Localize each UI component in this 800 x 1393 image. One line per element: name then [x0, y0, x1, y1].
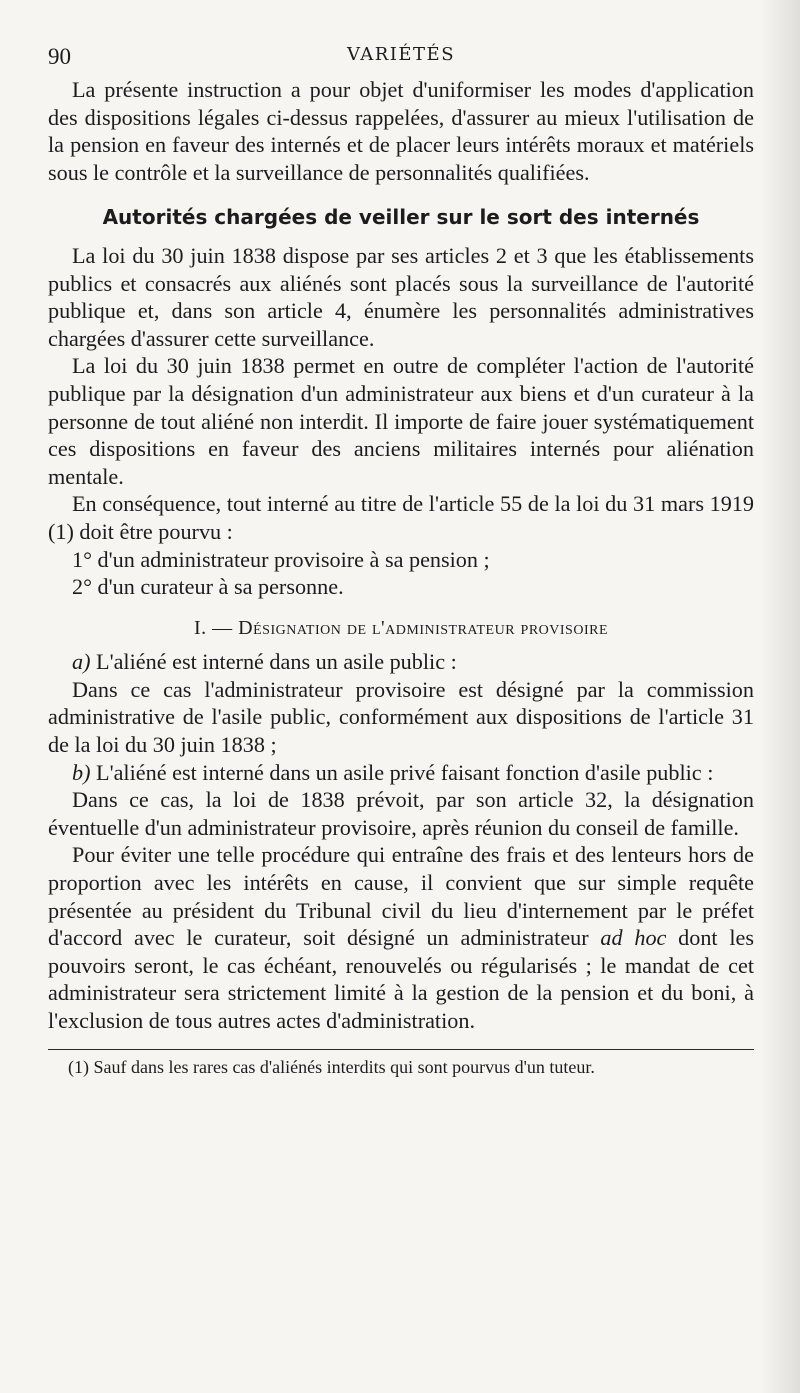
- section-heading: Autorités chargées de veiller sur le sort des internés: [102, 205, 700, 230]
- subsection-title: Désignation de l'administrateur provisoire: [238, 616, 608, 639]
- footnote-divider: [48, 1049, 754, 1050]
- enum-item-1: 1° d'un administrateur provisoire à sa pension ;: [72, 546, 490, 572]
- final-paragraph-start: Pour éviter une telle procédure qui entraîne des frais et des lenteurs hors de proportion avec les intérêts en cause, il convient que sur simple requête présentée au président du Tribunal civil du lieu d'internement par le préfet d'accord avec le curateur, soit désigné un administrateur: [48, 842, 754, 951]
- page-number: 90: [48, 44, 71, 69]
- subsection-heading: [48, 615, 754, 643]
- paragraph-1: La loi du 30 juin 1838 dispose par ses articles 2 et 3 que les établissements publics et consacrés aux aliénés sont placés sous la surveillance de l'autorité publique et, dans son article 4, énumère les personnalités administratives chargées d'assurer cette surveillance.: [48, 242, 754, 351]
- page-header: [48, 36, 754, 76]
- case-b-heading: [48, 759, 754, 787]
- case-b-paragraph: Dans ce cas, la loi de 1838 prévoit, par son article 32, la désignation éventuelle d'un administrateur provisoire, après réunion du conseil de famille.: [48, 787, 754, 840]
- paragraph-3: En conséquence, tout interné au titre de l'article 55 de la loi du 31 mars 1919 (1) doit être pourvu :: [48, 491, 754, 544]
- document-body: [48, 76, 754, 1035]
- running-head: VARIÉTÉS: [346, 44, 456, 65]
- subsection-prefix: I. —: [194, 616, 239, 639]
- final-paragraph-end: dont les pouvoirs seront, le cas échéant, renouvelés ou régularisés ; le mandat de cet administrateur sera strictement limité à la gestion de la pension et du boni, à l'exclusion de tous autres actes d'administration.: [48, 925, 754, 1033]
- paragraph-2: La loi du 30 juin 1838 permet en outre de compléter l'action de l'autorité publique par la désignation d'un administrateur aux biens et d'un curateur à la personne de tout aliéné non interdit. Il importe de faire jouer systématiquement ces dispositions en faveur des anciens militaires internés pour aliénation mentale.: [48, 353, 754, 489]
- case-b-label: b): [72, 759, 91, 785]
- case-b-text: L'aliéné est interné dans un asile privé faisant fonction d'asile public :: [90, 759, 714, 785]
- intro-paragraph: La présente instruction a pour objet d'uniformiser les modes d'application des dispositions légales ci-dessus rappelées, d'assurer au mieux l'utilisation de la pension en faveur des internés et de placer leurs intérêts moraux et matériels sous le contrôle et la surveillance de personnalités qualifiées.: [48, 77, 754, 185]
- case-a-paragraph: Dans ce cas l'administrateur provisoire est désigné par la commission administrative de l'asile public, conformément aux dispositions de l'article 31 de la loi du 30 juin 1838 ;: [48, 676, 754, 758]
- case-a-heading: [48, 648, 754, 676]
- final-paragraph: [48, 841, 754, 1034]
- case-a-text: L'aliéné est interné dans un asile public :: [90, 649, 457, 675]
- case-a-label: a): [72, 649, 91, 675]
- final-paragraph-italic: ad hoc: [600, 925, 667, 951]
- footnote: (1) Sauf dans les rares cas d'aliénés interdits qui sont pourvus d'un tuteur.: [68, 1056, 595, 1077]
- enum-item-2: 2° d'un curateur à sa personne.: [72, 574, 344, 600]
